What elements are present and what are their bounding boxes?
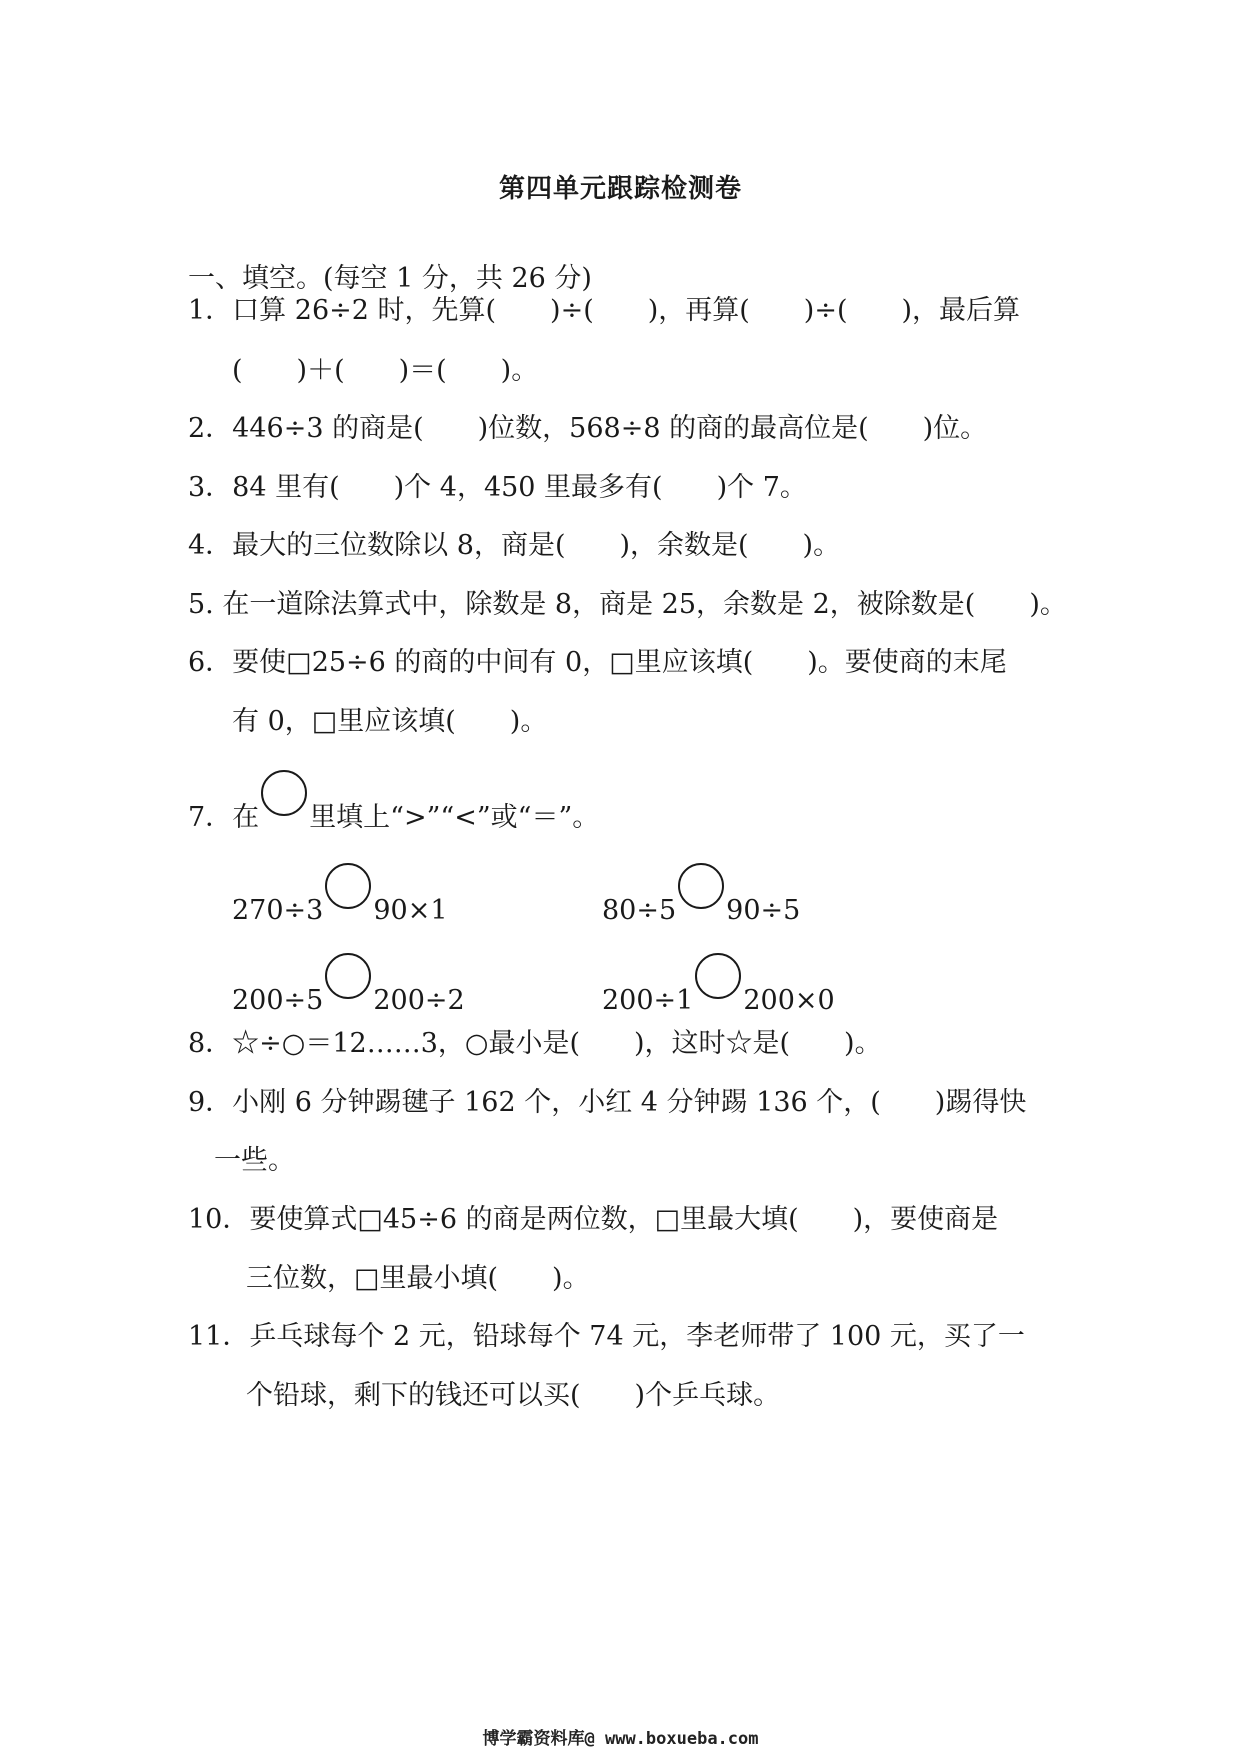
question-7-prefix: 7．在 bbox=[188, 802, 260, 833]
question-3: 3．84 里有( )个 4，450 里最多有( )个 7。 bbox=[188, 472, 807, 503]
comparison-right: 90×1 bbox=[373, 895, 448, 926]
question-6-line-2: 有 0，□里应该填( )。 bbox=[232, 706, 548, 737]
comparison-1 bbox=[232, 877, 448, 928]
answer-circle-icon[interactable] bbox=[325, 953, 371, 999]
answer-circle-icon[interactable] bbox=[325, 863, 371, 909]
question-8: 8．☆÷○＝12……3，○最小是( )，这时☆是( )。 bbox=[188, 1028, 882, 1059]
comparison-right: 200÷2 bbox=[373, 985, 465, 1016]
question-9-line-1: 9．小刚 6 分钟踢毽子 162 个，小红 4 分钟踢 136 个，( )踢得快 bbox=[188, 1087, 1027, 1118]
answer-circle-icon[interactable] bbox=[695, 953, 741, 999]
comparison-left: 200÷5 bbox=[232, 985, 324, 1016]
comparison-left: 80÷5 bbox=[602, 895, 677, 926]
question-1-line-1: 1．口算 26÷2 时，先算( )÷( )，再算( )÷( )，最后算 bbox=[188, 295, 1021, 326]
comparison-2 bbox=[602, 877, 800, 928]
comparison-left: 270÷3 bbox=[232, 895, 324, 926]
page-title: 第四单元跟踪检测卷 bbox=[498, 174, 742, 204]
section-heading: 一、填空。(每空 1 分，共 26 分) bbox=[188, 263, 592, 294]
question-11-line-1: 11．乒乓球每个 2 元，铅球每个 74 元，李老师带了 100 元，买了一 bbox=[188, 1321, 1025, 1352]
comparison-right: 90÷5 bbox=[726, 895, 801, 926]
question-10-line-1: 10．要使算式□45÷6 的商是两位数，□里最大填( )，要使商是 bbox=[188, 1204, 999, 1235]
question-2: 2．446÷3 的商是( )位数，568÷8 的商的最高位是( )位。 bbox=[188, 413, 988, 444]
comparison-left: 200÷1 bbox=[602, 985, 694, 1016]
question-10-line-2: 三位数，□里最小填( )。 bbox=[246, 1263, 590, 1294]
comparison-circle-icon bbox=[261, 770, 307, 816]
question-9-line-2: 一些。 bbox=[214, 1145, 295, 1176]
question-6-line-1: 6．要使□25÷6 的商的中间有 0，□里应该填( )。要使商的末尾 bbox=[188, 647, 1007, 678]
question-7-suffix: 里填上“>”“<”或“＝”。 bbox=[309, 802, 600, 833]
comparison-3 bbox=[232, 967, 465, 1018]
watermark-footer: 博学霸资料库@ www.boxueba.com bbox=[482, 1729, 759, 1749]
comparison-4 bbox=[602, 967, 835, 1018]
question-5: 5. 在一道除法算式中，除数是 8，商是 25，余数是 2，被除数是( )。 bbox=[188, 589, 1067, 620]
question-11-line-2: 个铅球，剩下的钱还可以买( )个乒乓球。 bbox=[246, 1380, 781, 1411]
comparison-right: 200×0 bbox=[743, 985, 835, 1016]
question-4: 4．最大的三位数除以 8，商是( )，余数是( )。 bbox=[188, 530, 841, 561]
question-7-instruction bbox=[188, 784, 599, 835]
question-1-line-2: ( )＋( )＝( )。 bbox=[232, 355, 539, 386]
answer-circle-icon[interactable] bbox=[678, 863, 724, 909]
